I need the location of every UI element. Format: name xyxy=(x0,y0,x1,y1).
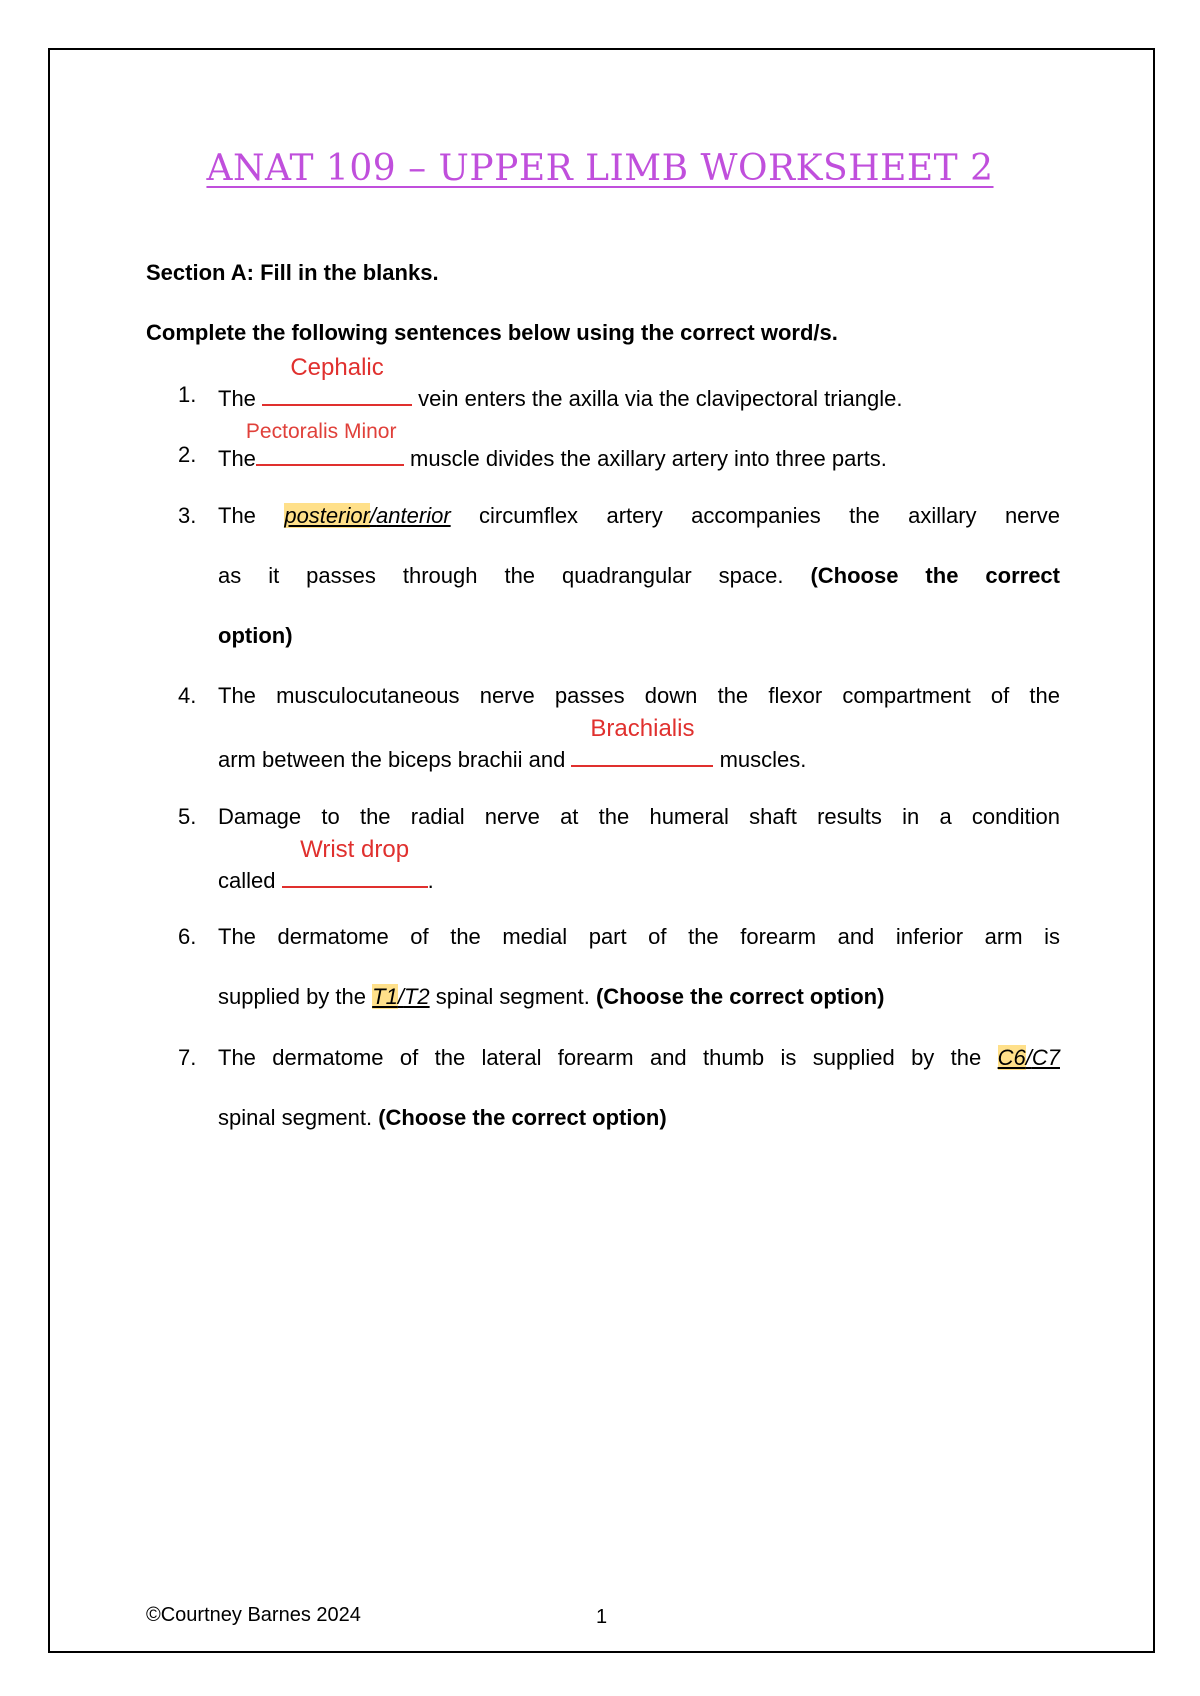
item-number: 4. xyxy=(178,683,197,708)
other-option: C7 xyxy=(1031,1045,1060,1070)
answer-text: Wrist drop xyxy=(300,836,410,863)
item-number: 6. xyxy=(178,924,197,949)
option-choice[interactable]: T1/T2 xyxy=(372,984,430,1009)
item-number: 3. xyxy=(178,503,197,528)
list-item: Damage to the radial nerve at the humeral shaft results in a condition xyxy=(218,804,1060,829)
list-item: The Cephalic vein enters the axilla via the clavipectoral triangle. xyxy=(218,354,903,411)
list-item-continuation: arm between the biceps brachii and Brachialis muscles. xyxy=(218,715,807,772)
option-choice[interactable]: posterior/anterior xyxy=(284,503,451,528)
item-number: 7. xyxy=(178,1045,197,1070)
item-number: 5. xyxy=(178,804,197,829)
selected-option: C6 xyxy=(997,1045,1026,1070)
selected-option: T1 xyxy=(372,984,398,1009)
list-item: The dermatome of the lateral forearm and thumb is supplied by the C6/C7 xyxy=(218,1045,1060,1070)
answer-text: Cephalic xyxy=(290,354,384,381)
choose-note: (Choose the correct option) xyxy=(595,984,885,1009)
answer-blank[interactable] xyxy=(245,420,404,466)
page-title: ANAT 109 – UPPER LIMB WORKSHEET 2 xyxy=(206,148,994,189)
choose-note: (Choose the correct option) xyxy=(378,1105,667,1130)
choose-note: option) xyxy=(218,623,293,648)
option-choice[interactable]: C6/C7 xyxy=(997,1045,1060,1070)
item-number: 2. xyxy=(178,442,197,467)
other-option: T2 xyxy=(403,984,430,1009)
page-number: 1 xyxy=(596,1606,608,1628)
choose-note: (Choose the correct xyxy=(810,563,1060,588)
answer-text: Brachialis xyxy=(590,715,695,742)
list-item: The dermatome of the medial part of the forearm and inferior arm is xyxy=(218,924,1060,949)
section-heading: Section A: Fill in the blanks. xyxy=(146,260,439,285)
list-item-continuation: spinal segment. (Choose the correct option) xyxy=(218,1105,667,1130)
list-item: The musculocutaneous nerve passes down the flexor compartment of the xyxy=(218,683,1060,708)
list-item-continuation: called Wrist drop . xyxy=(218,836,434,893)
footer-copyright: ©Courtney Barnes 2024 xyxy=(146,1604,361,1626)
page-border xyxy=(48,48,1155,1653)
instructions: Complete the following sentences below using the correct word/s. xyxy=(146,320,838,345)
answer-blank[interactable] xyxy=(262,354,412,406)
answer-text: Pectoralis Minor xyxy=(245,420,397,443)
answer-blank[interactable] xyxy=(571,715,713,767)
list-item: The Pectoralis Minor muscle divides the axillary artery into three parts. xyxy=(218,420,887,471)
selected-option: posterior xyxy=(284,503,370,528)
list-item-continuation: supplied by the T1/T2 spinal segment. (Choose the correct option) xyxy=(218,984,885,1009)
list-item: The posterior/anterior circumflex artery accompanies the axillary nerve xyxy=(218,503,1060,528)
list-item-continuation: as it passes through the quadrangular space. (Choose the correct xyxy=(218,563,1060,588)
other-option: anterior xyxy=(376,503,451,528)
item-number: 1. xyxy=(178,382,197,407)
